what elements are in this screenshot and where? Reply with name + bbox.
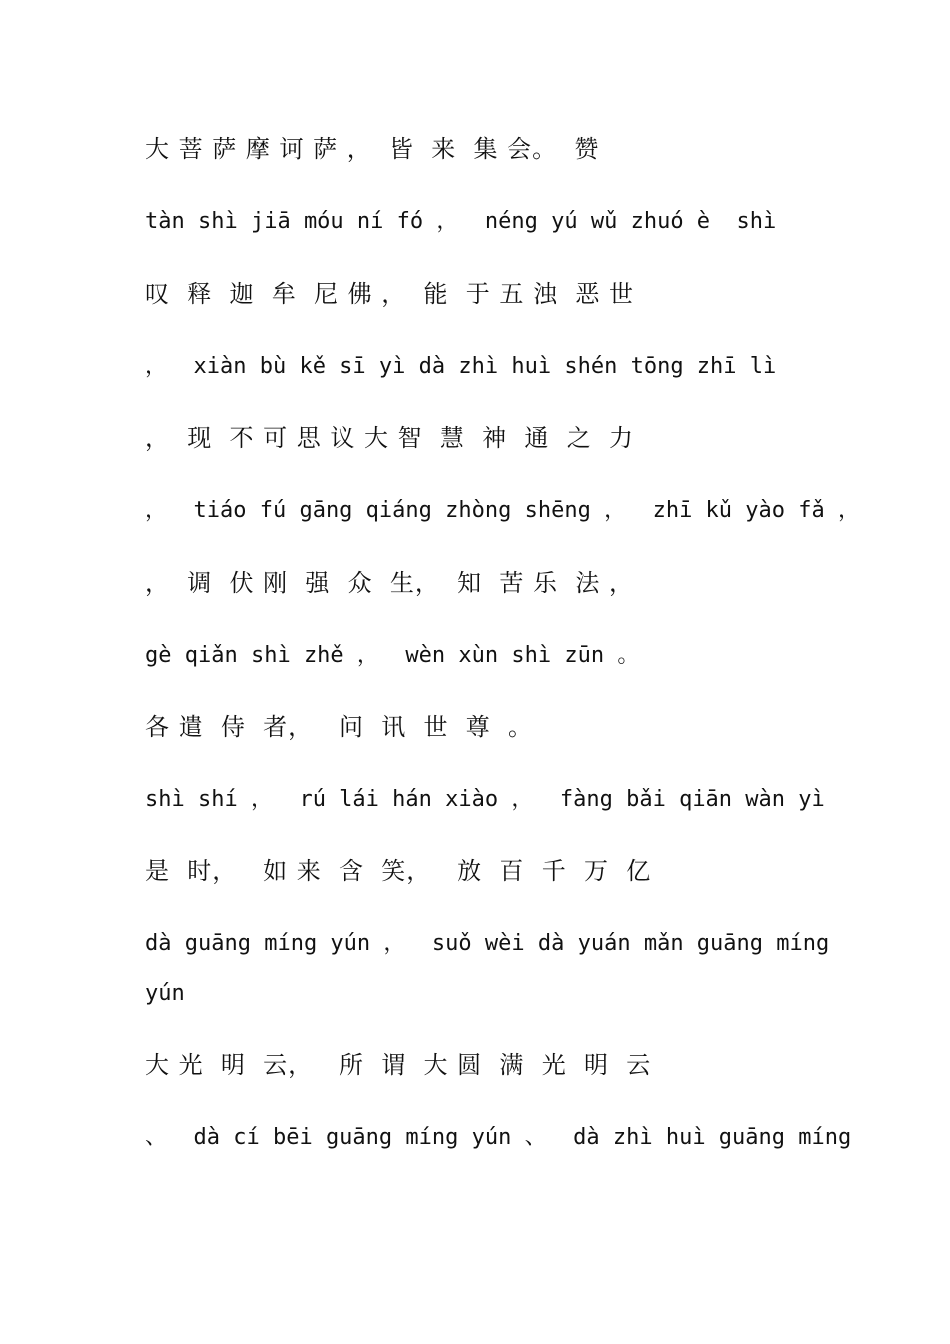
text-line-pinyin: ， tiáo fú gāng qiáng zhòng shēng ， zhī kǔ yào fǎ ， xyxy=(145,498,861,523)
text-line-hanzi: 叹 释 迦 牟 尼 佛 ， 能 于 五 浊 恶 世 xyxy=(145,280,634,308)
text-line-pinyin: dà guāng míng yún ， suǒ wèi dà yuán mǎn guāng míng xyxy=(145,931,830,956)
text-line-pinyin: ， xiàn bù kě sī yì dà zhì huì shén tōng zhī lì xyxy=(145,354,777,379)
text-line-hanzi: 是 时， 如 来 含 笑， 放 百 千 万 亿 xyxy=(145,857,652,885)
text-line-pinyin: yún xyxy=(145,981,185,1006)
text-line-pinyin: shì shí ， rú lái hán xiào ， fàng bǎi qiān wàn yì xyxy=(145,787,825,812)
text-line-pinyin: gè qiǎn shì zhě ， wèn xùn shì zūn 。 xyxy=(145,643,640,668)
text-line-hanzi: ， 现 不 可 思 议 大 智 慧 神 通 之 力 xyxy=(145,424,634,452)
text-line-hanzi: 大 光 明 云， 所 谓 大 圆 满 光 明 云 xyxy=(145,1051,652,1079)
text-line-pinyin: 、 dà cí bēi guāng míng yún 、 dà zhì huì guāng míng xyxy=(145,1125,852,1150)
text-line-hanzi: ， 调 伏 刚 强 众 生， 知 苦 乐 法 ， xyxy=(145,569,634,597)
text-line-hanzi: 大 菩 萨 摩 诃 萨 ， 皆 来 集 会。 赞 xyxy=(145,135,600,163)
text-line-hanzi: 各 遣 侍 者， 问 讯 世 尊 。 xyxy=(145,713,534,741)
text-line-pinyin: tàn shì jiā móu ní fó ， néng yú wǔ zhuó è shì xyxy=(145,209,777,234)
